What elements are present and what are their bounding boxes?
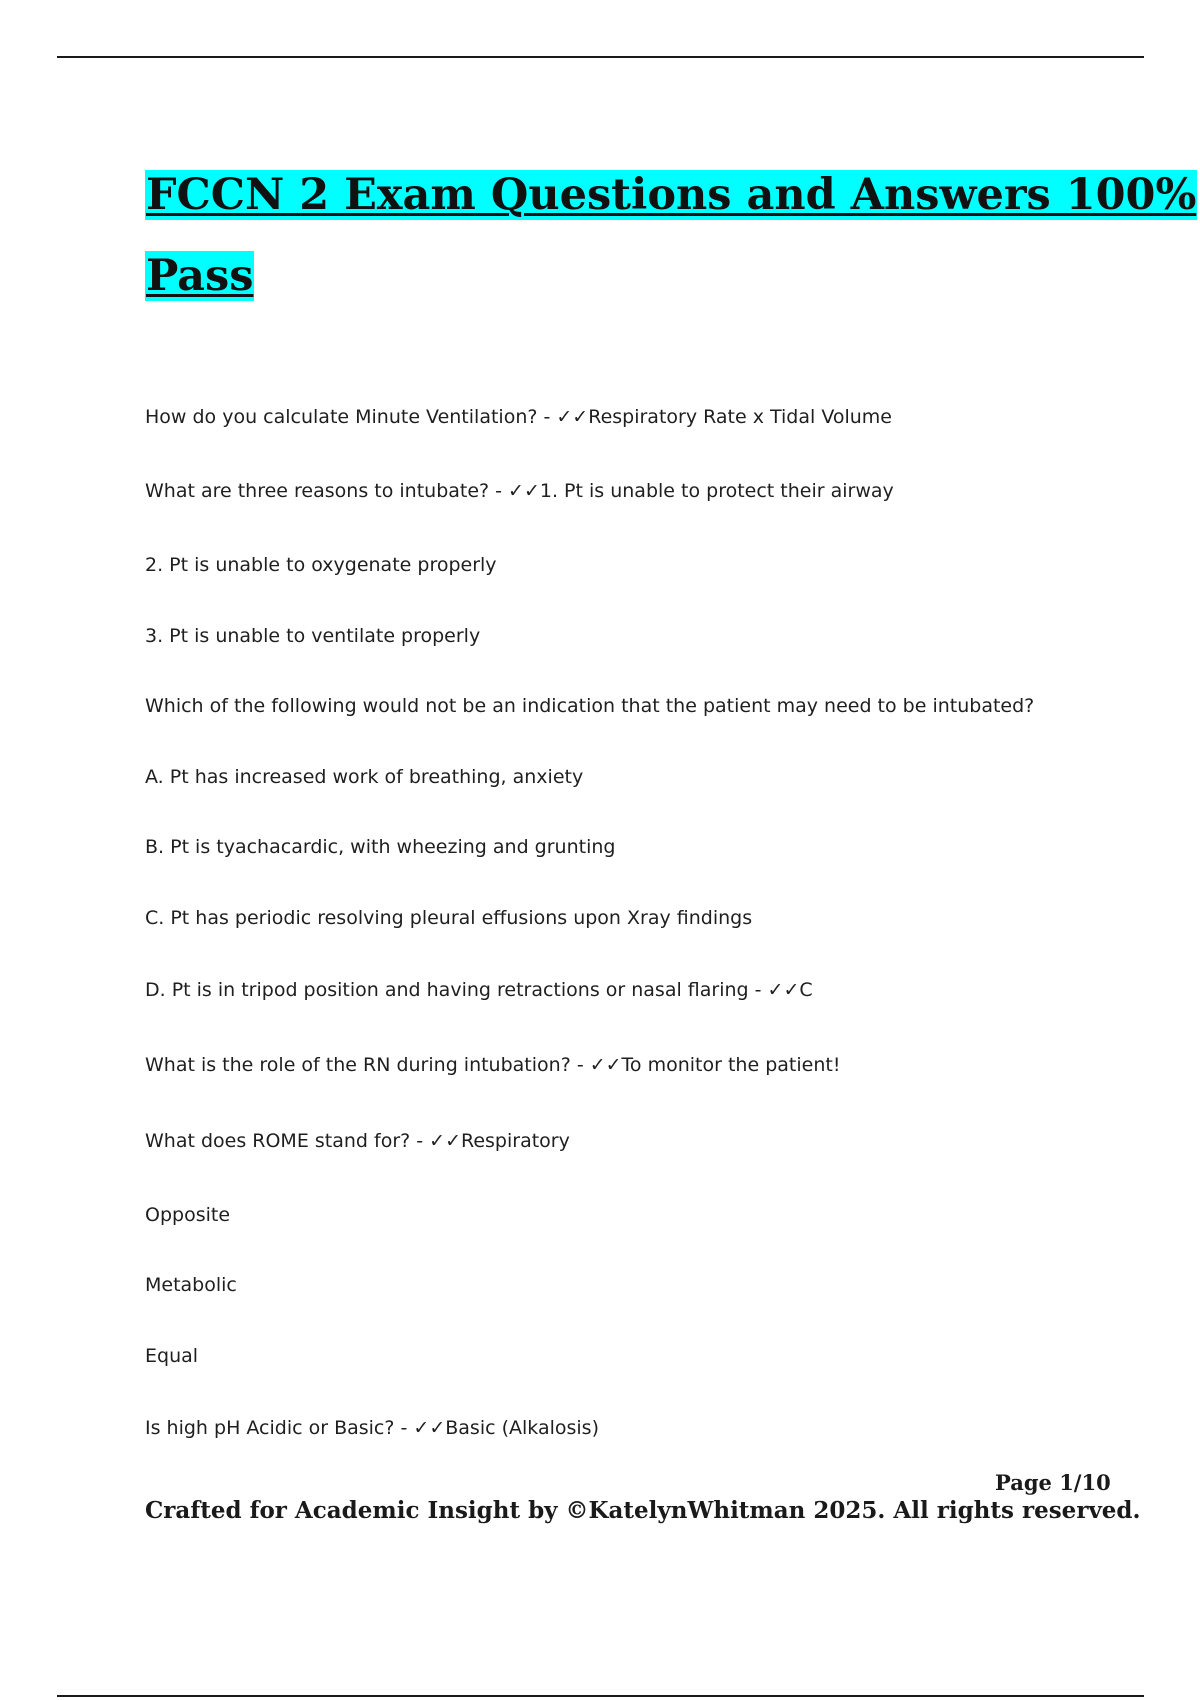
- qa-line: What does ROME stand for? - ✓✓Respiratory: [145, 1130, 570, 1152]
- top-divider: [57, 56, 1144, 58]
- qa-line: Equal: [145, 1345, 199, 1367]
- qa-line: A. Pt has increased work of breathing, anxiety: [145, 766, 584, 788]
- qa-line: What are three reasons to intubate? - ✓✓1. Pt is unable to protect their airway: [145, 480, 894, 502]
- qa-line: Is high pH Acidic or Basic? - ✓✓Basic (Alkalosis): [145, 1417, 599, 1439]
- qa-line: 2. Pt is unable to oxygenate properly: [145, 554, 497, 576]
- qa-line: Which of the following would not be an indication that the patient may need to be intubated?: [145, 695, 1035, 717]
- footer-copyright: Crafted for Academic Insight by ©KatelynWhitman 2025. All rights reserved.: [145, 1497, 1141, 1524]
- document-title-line-2: Pass: [146, 251, 254, 301]
- qa-line: 3. Pt is unable to ventilate properly: [145, 625, 481, 647]
- bottom-divider: [57, 1695, 1144, 1697]
- qa-line: B. Pt is tyachacardic, with wheezing and grunting: [145, 836, 616, 858]
- document-title-line-1: FCCN 2 Exam Questions and Answers 100%: [146, 170, 1197, 220]
- qa-line: Opposite: [145, 1204, 231, 1226]
- qa-line: C. Pt has periodic resolving pleural effusions upon Xray findings: [145, 907, 753, 929]
- qa-line: How do you calculate Minute Ventilation? - ✓✓Respiratory Rate x Tidal Volume: [145, 406, 892, 428]
- qa-line: What is the role of the RN during intubation? - ✓✓To monitor the patient!: [145, 1054, 841, 1076]
- qa-line: Metabolic: [145, 1274, 237, 1296]
- page-number: Page 1/10: [995, 1470, 1111, 1495]
- qa-line: D. Pt is in tripod position and having retractions or nasal flaring - ✓✓C: [145, 979, 813, 1001]
